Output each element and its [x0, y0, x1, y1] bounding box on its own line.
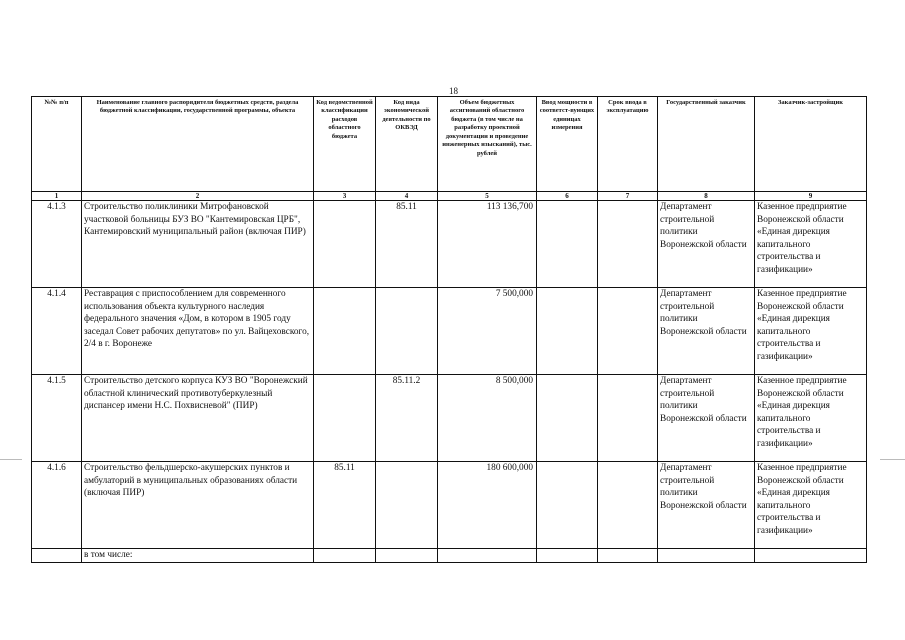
capacity	[537, 462, 598, 549]
table-row	[32, 201, 867, 288]
okved-code: 85.11.2	[376, 375, 438, 462]
table-row	[32, 288, 867, 375]
table-row	[32, 375, 867, 462]
dept-code: 85.11	[314, 462, 376, 549]
empty-cell	[598, 549, 658, 563]
row-number: 4.1.6	[32, 462, 82, 549]
dept-code	[314, 201, 376, 288]
okved-code	[376, 462, 438, 549]
header-cell-customer: Государственный заказчик	[658, 97, 755, 192]
commission-term	[598, 288, 658, 375]
scan-artifact-line-left	[0, 459, 22, 460]
budget-amount: 180 600,000	[438, 462, 537, 549]
object-name: Реставрация с приспособлением для современного использования объекта культурного наследия федерального значения «Дом, в котором в 1905 году заседал Совет рабочих депутатов» по ул. Вайцеховского, 2/4 в г. Воронеже	[82, 288, 314, 375]
column-number-row	[32, 192, 867, 201]
state-customer: Департамент строительной политики Воронежской области	[658, 201, 755, 288]
header-cell-term: Срок ввода в эксплуатацию	[598, 97, 658, 192]
scan-artifact-line-right	[880, 459, 905, 460]
capacity	[537, 375, 598, 462]
header-cell-okved: Код вида экономической деятельности по ОКВЭД	[376, 97, 438, 192]
state-customer: Департамент строительной политики Воронежской области	[658, 288, 755, 375]
subtotal-row	[32, 549, 867, 563]
column-number: 9	[755, 192, 867, 201]
empty-cell	[376, 549, 438, 563]
state-customer: Департамент строительной политики Воронежской области	[658, 375, 755, 462]
header-cell-name: Наименование главного распорядителя бюджетных средств, раздела бюджетной классификации, государственной программы, объекта	[82, 97, 314, 192]
header-cell-num: №№ п/п	[32, 97, 82, 192]
dept-code	[314, 288, 376, 375]
row-number: 4.1.3	[32, 201, 82, 288]
column-number: 1	[32, 192, 82, 201]
column-number: 6	[537, 192, 598, 201]
empty-cell	[314, 549, 376, 563]
column-number: 4	[376, 192, 438, 201]
commission-term	[598, 462, 658, 549]
commission-term	[598, 375, 658, 462]
column-number: 2	[82, 192, 314, 201]
budget-amount: 113 136,700	[438, 201, 537, 288]
table-row	[32, 462, 867, 549]
column-number: 5	[438, 192, 537, 201]
developer: Казенное предприятие Воронежской области «Единая дирекция капитального строительства и газификации»	[755, 462, 867, 549]
header-cell-capacity: Ввод мощности в соответст-вующих единицах измерения	[537, 97, 598, 192]
okved-code	[376, 288, 438, 375]
column-number: 8	[658, 192, 755, 201]
empty-cell	[658, 549, 755, 563]
header-row	[32, 97, 867, 192]
okved-code: 85.11	[376, 201, 438, 288]
developer: Казенное предприятие Воронежской области «Единая дирекция капитального строительства и газификации»	[755, 288, 867, 375]
dept-code	[314, 375, 376, 462]
object-name: Строительство поликлиники Митрофановской участковой больницы БУЗ ВО "Кантемировская ЦРБ", Кантемировский муниципальный район (включая ПИР)	[82, 201, 314, 288]
row-number: 4.1.4	[32, 288, 82, 375]
developer: Казенное предприятие Воронежской области «Единая дирекция капитального строительства и газификации»	[755, 201, 867, 288]
object-name: Строительство фельдшерско-акушерских пунктов и амбулаторий в муниципальных образованиях области (включая ПИР)	[82, 462, 314, 549]
header-cell-amount: Объем бюджетных ассигнований областного бюджета (в том числе на разработку проектной документации и проведение инженерных изысканий), тыс. рублей	[438, 97, 537, 192]
state-customer: Департамент строительной политики Воронежской области	[658, 462, 755, 549]
column-number: 7	[598, 192, 658, 201]
row-number: 4.1.5	[32, 375, 82, 462]
header-cell-dept-code: Код ведомственной классификации расходов областного бюджета	[314, 97, 376, 192]
commission-term	[598, 201, 658, 288]
header-cell-developer: Заказчик-застройщик	[755, 97, 867, 192]
page-number: 18	[449, 86, 458, 96]
empty-cell	[32, 549, 82, 563]
column-number: 3	[314, 192, 376, 201]
empty-cell	[755, 549, 867, 563]
subtotal-label: в том числе:	[82, 549, 314, 563]
empty-cell	[537, 549, 598, 563]
capacity	[537, 201, 598, 288]
object-name: Строительство детского корпуса КУЗ ВО "Воронежский областной клинический противотуберкулезный диспансер имени Н.С. Похвисневой" (ПИР)	[82, 375, 314, 462]
budget-amount: 8 500,000	[438, 375, 537, 462]
empty-cell	[438, 549, 537, 563]
capacity	[537, 288, 598, 375]
budget-table	[31, 96, 867, 563]
developer: Казенное предприятие Воронежской области «Единая дирекция капитального строительства и газификации»	[755, 375, 867, 462]
budget-amount: 7 500,000	[438, 288, 537, 375]
